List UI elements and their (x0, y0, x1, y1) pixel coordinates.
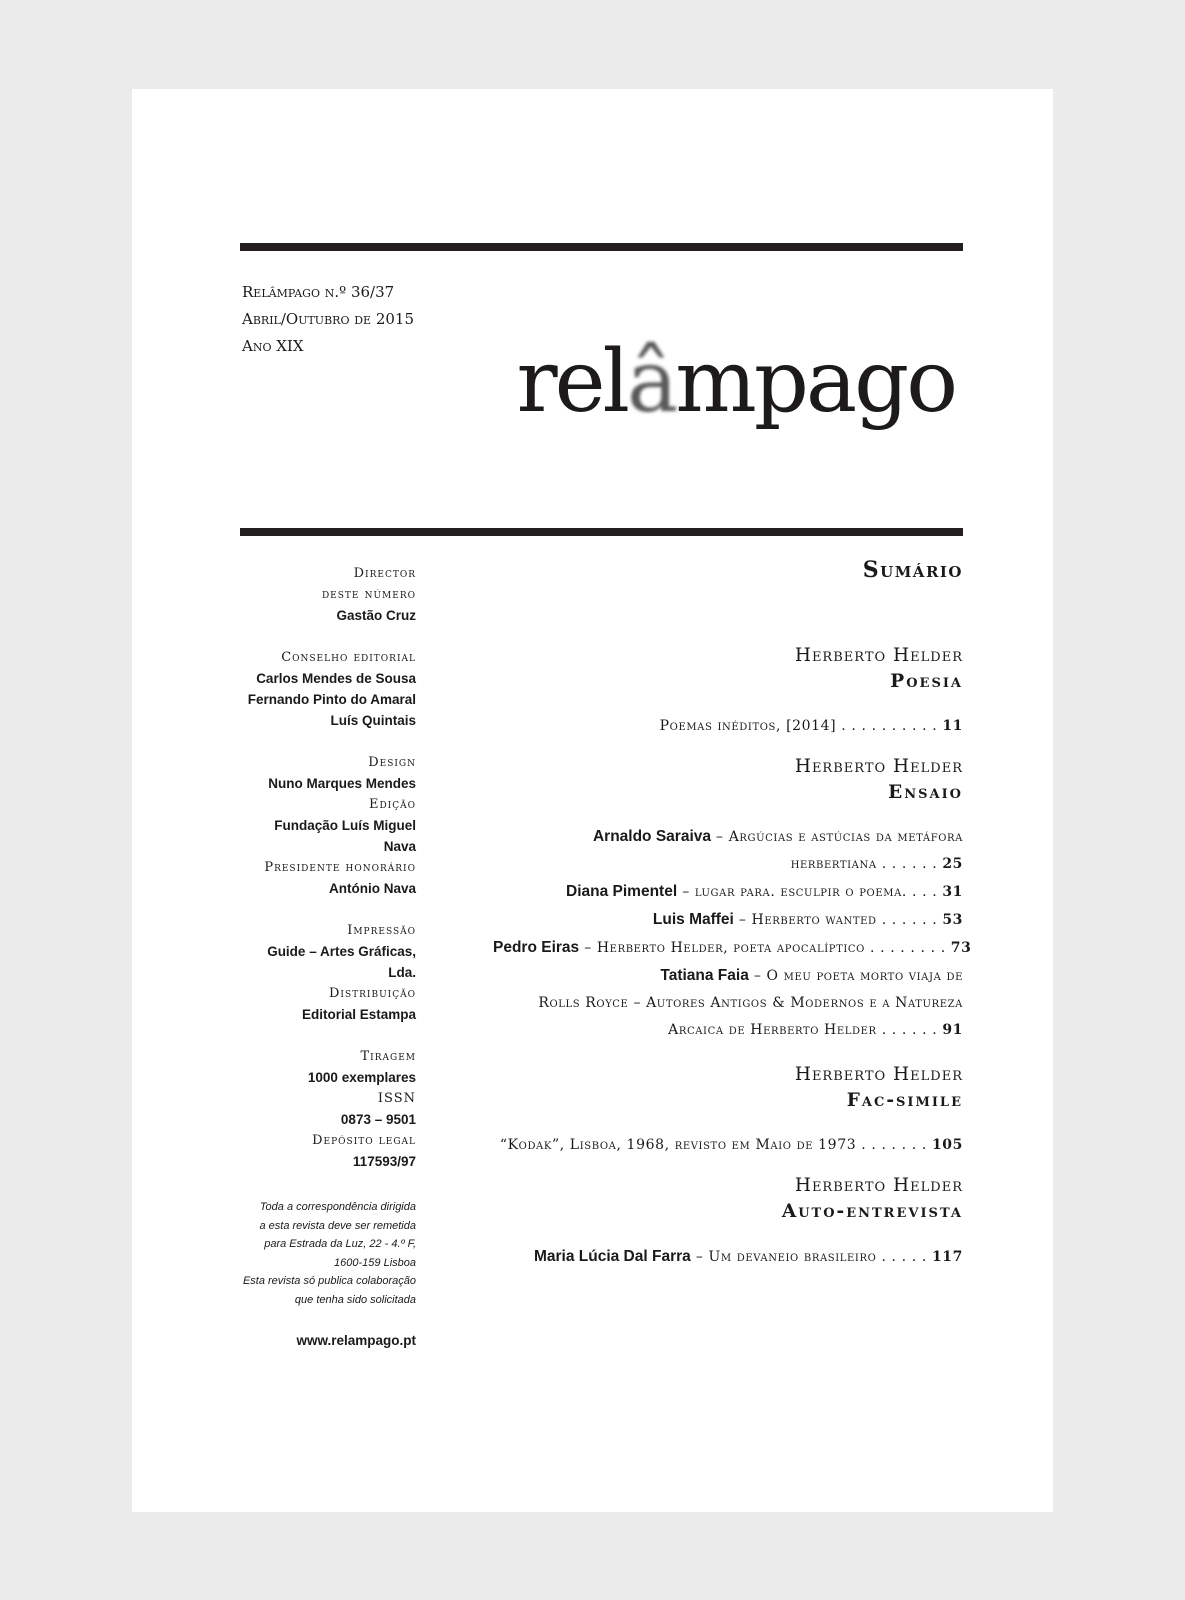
section-title: Fac-simile (846, 1090, 963, 1111)
logo-post: mpago (675, 332, 955, 432)
entry-title: – Herberto wanted . . . . . . (733, 912, 943, 928)
director-label: Director (353, 566, 416, 581)
section-title: Poesia (890, 671, 963, 692)
director-name: Gastão Cruz (336, 608, 416, 623)
toc-entry[interactable] (493, 934, 972, 962)
director-label-2: deste número (321, 587, 416, 602)
section-author: Herberto Helder (794, 645, 963, 666)
middle-rule (240, 528, 963, 536)
toc-entry[interactable] (493, 1132, 963, 1159)
relampago-logo (516, 332, 956, 432)
sumario-title: Sumário (862, 557, 963, 583)
note-line: para Estrada da Luz, 22 - 4.º F, (264, 1238, 416, 1250)
issn-label: ISSN (377, 1091, 416, 1106)
issue-number: Relâmpago n.º 36/37 (242, 283, 395, 301)
conselho-member: Luís Quintais (330, 713, 416, 728)
tiragem-value: 1000 exemplares (307, 1070, 416, 1085)
edicao-name: Fundação Luís Miguel Nava (274, 818, 416, 854)
note-line: 1600-159 Lisboa (334, 1256, 416, 1269)
entry-author: Tatiana Faia (660, 967, 749, 984)
section-title: Ensaio (888, 782, 963, 803)
entry-title: Poemas inéditos, [2014] . . . . . . . . . . (659, 718, 943, 734)
entry-title: Rolls Royce – Autores Antigos & Modernos e a Natureza (538, 995, 963, 1011)
entry-title: – Argúcias e astúcias da metáfora (711, 829, 963, 845)
note-line: Esta revista só publica colaboração (242, 1275, 416, 1287)
impressao-name: Guide – Artes Gráficas, Lda. (267, 944, 416, 980)
impressao-label: Impressão (347, 923, 416, 938)
note-line: que tenha sido solicitada (294, 1293, 416, 1306)
toc-entry[interactable] (493, 962, 963, 990)
entry-page: 73 (950, 940, 972, 956)
toc-entry-cont[interactable] (493, 851, 963, 878)
magazine-page (132, 89, 1053, 1512)
distribuicao-name: Editorial Estampa (301, 1007, 416, 1022)
toc-entry[interactable] (493, 906, 963, 934)
entry-page: 105 (931, 1137, 963, 1153)
entry-title: – Um devaneio brasileiro . . . . . (690, 1249, 932, 1265)
section-author: Herberto Helder (794, 756, 963, 777)
deposito-value: 117593/97 (352, 1154, 416, 1169)
credits-column (240, 563, 416, 1351)
entry-title: – O meu poeta morto viaja de (748, 968, 963, 984)
design-name: Nuno Marques Mendes (268, 776, 416, 791)
edicao-label: Edição (368, 797, 416, 812)
entry-author: Luis Maffei (652, 911, 734, 928)
entry-page: 25 (942, 856, 963, 872)
table-of-contents (493, 557, 972, 1271)
top-rule (240, 243, 963, 251)
entry-author: Pedro Eiras (493, 939, 580, 956)
toc-entry-cont[interactable] (493, 1017, 963, 1044)
section-author: Herberto Helder (794, 1175, 963, 1196)
entry-page: 53 (942, 912, 963, 928)
entry-author: Arnaldo Saraiva (592, 828, 711, 845)
entry-title: herbertiana . . . . . . (790, 856, 943, 872)
distribuicao-label: Distribuição (329, 986, 416, 1001)
toc-entry[interactable] (493, 878, 963, 906)
entry-page: 91 (942, 1022, 963, 1038)
entry-page: 11 (942, 718, 963, 734)
toc-entry[interactable] (493, 1243, 963, 1271)
toc-entry[interactable] (493, 713, 963, 740)
entry-title: – Herberto Helder, poeta apocalíptico . . . . . . . . (579, 940, 951, 956)
toc-entry-cont[interactable] (493, 990, 963, 1017)
entry-title: Arcaica de Herberto Helder . . . . . . (668, 1022, 943, 1038)
issue-date: Abril/Outubro de 2015 (242, 310, 415, 328)
conselho-member: Carlos Mendes de Sousa (256, 671, 416, 686)
presidente-label: Presidente honorário (264, 860, 416, 875)
tiragem-label: Tiragem (360, 1049, 416, 1064)
entry-title: “Kodak”, Lisboa, 1968, revisto em Maio de 1973 . . . . . . . (499, 1137, 932, 1153)
entry-page: 31 (942, 884, 963, 900)
issn-value: 0873 – 9501 (340, 1112, 416, 1127)
logo-pre: rel (516, 332, 628, 432)
toc-entry[interactable] (493, 823, 963, 851)
conselho-member: Fernando Pinto do Amaral (247, 692, 416, 707)
entry-author: Maria Lúcia Dal Farra (533, 1248, 691, 1265)
section-title: Auto-entrevista (781, 1201, 963, 1222)
presidente-name: António Nava (328, 881, 416, 896)
issue-year: Ano XIX (242, 337, 304, 355)
section-author: Herberto Helder (794, 1064, 963, 1085)
correspondence-note (240, 1198, 416, 1309)
conselho-label: Conselho editorial (281, 650, 416, 665)
deposito-label: Depósito legal (312, 1133, 416, 1148)
website-link[interactable]: www.relampago.pt (296, 1333, 416, 1348)
entry-page: 117 (931, 1249, 963, 1265)
issue-info (242, 279, 414, 360)
entry-author: Diana Pimentel (566, 883, 678, 900)
note-line: Toda a correspondência dirigida (259, 1201, 416, 1213)
note-line: a esta revista deve ser remetida (259, 1219, 416, 1232)
entry-title: – lugar para. esculpir o poema. . . . (677, 884, 943, 900)
design-label: Design (368, 755, 416, 770)
logo-accent: â (627, 332, 676, 432)
